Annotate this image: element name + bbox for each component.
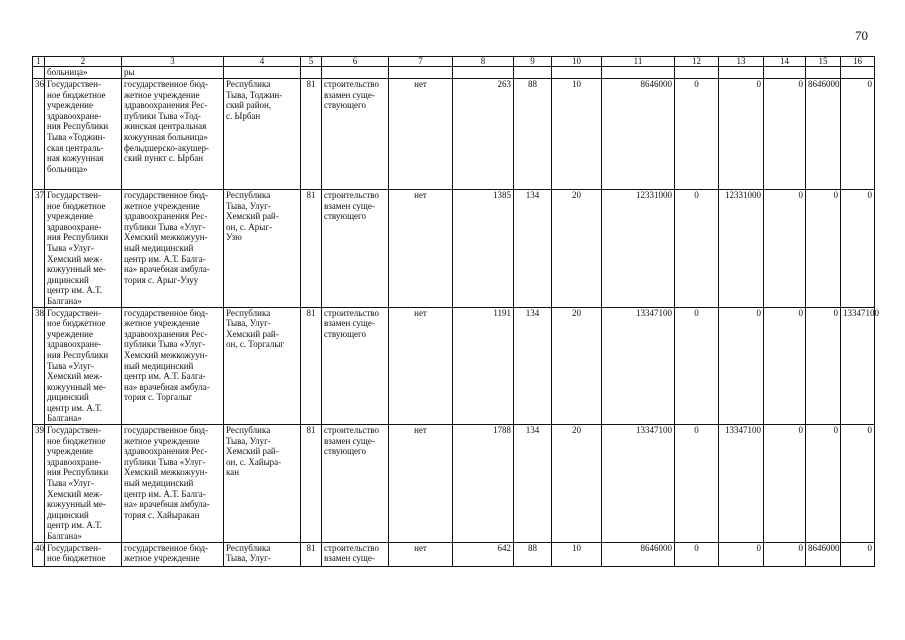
cell-location-line: ский район, <box>226 100 272 111</box>
cell-facility <box>122 542 224 566</box>
column-header-7: 7 <box>389 57 453 67</box>
cell-c10: 10 <box>552 79 602 190</box>
cell-facility-line: центр им. А.Т. Балга- <box>124 488 206 499</box>
table-row <box>33 190 875 308</box>
cell-location-line: Хемский рай- <box>226 211 279 222</box>
cell-institution-line: Тыва «Улуг- <box>47 360 95 371</box>
cell-institution-line: здравоохране- <box>47 110 102 121</box>
cell-facility-line: на» врачебная амбула- <box>124 381 210 392</box>
cell-work-line: строительство <box>324 190 379 200</box>
cell-institution-line: центр им. А.Т. <box>47 402 103 413</box>
page-number: 70 <box>855 28 868 43</box>
cell-institution-line: Государствен- <box>47 542 101 553</box>
cell-institution-line: кожуунный ме- <box>47 499 106 510</box>
cell-work-line: ствующего <box>324 328 366 339</box>
cell-institution-line: Тыва «Улуг- <box>47 478 95 489</box>
cell-institution <box>45 307 122 425</box>
cell-facility-line: ный медицинский <box>124 360 194 371</box>
table-row <box>33 307 875 425</box>
cell-location-line: Республика <box>226 190 271 200</box>
cell-c15: 0 <box>806 190 841 308</box>
cell-facility: ры <box>122 67 224 79</box>
cell-institution-line: ное бюджетное <box>47 318 106 329</box>
cell-facility-line: фельдшерско-акушер- <box>124 142 209 153</box>
cell-c14: 0 <box>764 425 806 543</box>
column-header-16: 16 <box>841 57 875 67</box>
cell-location-line: Республика <box>226 307 271 318</box>
cell-institution: больница» <box>45 67 122 79</box>
cell-c10: 20 <box>552 425 602 543</box>
table-row <box>33 425 875 543</box>
cell-c7: нет <box>389 79 453 190</box>
column-header-11: 11 <box>602 57 675 67</box>
cell-work-line: строительство <box>324 79 379 89</box>
cell-location-line: Узю <box>226 232 242 243</box>
cell-location-line: с. Ырбан <box>226 110 261 121</box>
cell-facility-line: государственное бюд- <box>124 79 209 89</box>
cell-c15: 0 <box>806 307 841 425</box>
cell-facility-line: публики Тыва «Улуг- <box>124 339 206 350</box>
cell-institution-line: здравоохране- <box>47 221 102 232</box>
cell-location <box>224 190 301 308</box>
cell-c13: 0 <box>719 542 764 566</box>
cell-facility-line: публики Тыва «Улуг- <box>124 221 206 232</box>
cell-c7: нет <box>389 307 453 425</box>
cell-empty <box>719 67 764 79</box>
cell-facility <box>122 307 224 425</box>
table-row <box>33 79 875 190</box>
cell-facility-line: публики Тыва «Тод- <box>124 110 201 121</box>
column-header-4: 4 <box>224 57 301 67</box>
cell-empty <box>806 67 841 79</box>
cell-c12: 0 <box>675 79 719 190</box>
table-row <box>33 542 875 566</box>
cell-facility-line: жетное учреждение <box>124 200 200 211</box>
cell-location <box>224 79 301 190</box>
cell-c7: нет <box>389 190 453 308</box>
cell-facility-line: жетное учреждение <box>124 89 200 100</box>
cell-c12: 0 <box>675 190 719 308</box>
cell-location <box>224 542 301 566</box>
cell-num: 36 <box>33 79 45 190</box>
cell-code: 81 <box>301 542 322 566</box>
column-header-1: 1 <box>33 57 45 67</box>
column-header-5: 5 <box>301 57 322 67</box>
column-header-6: 6 <box>322 57 389 67</box>
cell-facility-line: жетное учреждение <box>124 553 200 564</box>
cell-num: 38 <box>33 307 45 425</box>
continuation-row <box>33 67 875 79</box>
cell-c8: 1191 <box>453 307 514 425</box>
cell-empty <box>764 67 806 79</box>
cell-c11: 13347100 <box>602 425 675 543</box>
cell-institution-line: кожуунный ме- <box>47 381 106 392</box>
cell-c12: 0 <box>675 307 719 425</box>
cell-work-line: ствующего <box>324 100 366 111</box>
cell-institution-line: ния Республики <box>47 349 109 360</box>
cell-c8: 263 <box>453 79 514 190</box>
column-header-3: 3 <box>122 57 224 67</box>
cell-empty <box>514 67 552 79</box>
cell-c9: 134 <box>514 307 552 425</box>
cell-empty <box>675 67 719 79</box>
cell-location-line: Республика <box>226 425 271 436</box>
cell-location <box>224 307 301 425</box>
cell-empty <box>389 67 453 79</box>
column-number-header <box>33 57 875 67</box>
cell-work-line: ствующего <box>324 211 366 222</box>
cell-institution-line: Балгана» <box>47 413 82 424</box>
data-table <box>32 56 879 567</box>
cell-work <box>322 425 389 543</box>
cell-c13: 13347100 <box>719 425 764 543</box>
cell-facility-line: тория с. Хайыракан <box>124 509 200 520</box>
column-header-15: 15 <box>806 57 841 67</box>
cell-institution-line: учреждение <box>47 328 93 339</box>
cell-c9: 134 <box>514 190 552 308</box>
cell-facility-line: Хемский межкожуун- <box>124 232 208 243</box>
cell-institution-line: центр им. А.Т. <box>47 520 103 531</box>
cell-institution-line: учреждение <box>47 100 93 111</box>
column-header-12: 12 <box>675 57 719 67</box>
cell-institution-line: ская централь- <box>47 142 104 153</box>
cell-work-line: строительство <box>324 542 379 553</box>
cell-institution <box>45 542 122 566</box>
cell-work-line: ствующего <box>324 446 366 457</box>
cell-institution-line: ния Республики <box>47 232 109 243</box>
cell-facility-line: тория с. Арыг-Узуу <box>124 274 199 285</box>
cell-empty <box>322 67 389 79</box>
cell-c14: 0 <box>764 79 806 190</box>
cell-location-line: он, с. Хайыра- <box>226 456 282 467</box>
cell-empty <box>841 67 875 79</box>
cell-institution-line: здравоохране- <box>47 456 102 467</box>
cell-institution-line: ное бюджетное <box>47 89 106 100</box>
cell-institution-line: Хемский меж- <box>47 253 103 264</box>
cell-c8: 642 <box>453 542 514 566</box>
column-header-14: 14 <box>764 57 806 67</box>
cell-c14: 0 <box>764 542 806 566</box>
cell-institution-line: Хемский меж- <box>47 371 103 382</box>
cell-c16: 0 <box>841 425 875 543</box>
cell-facility-line: здравоохранения Рес- <box>124 100 208 111</box>
cell-facility-line: государственное бюд- <box>124 190 209 200</box>
cell-c13: 0 <box>719 79 764 190</box>
cell-facility <box>122 79 224 190</box>
cell-c14: 0 <box>764 307 806 425</box>
cell-facility-line: ский пункт с. Ырбан <box>124 153 204 164</box>
cell-c9: 134 <box>514 425 552 543</box>
cell-c15: 8646000 <box>806 79 841 190</box>
cell-c13: 0 <box>719 307 764 425</box>
cell-facility-line: жетное учреждение <box>124 435 200 446</box>
cell-institution-line: Тыва «Тоджин- <box>47 131 106 142</box>
cell-location-line: Тыва, Улуг- <box>226 435 271 446</box>
cell-institution-line: Государствен- <box>47 425 101 436</box>
cell-code: 81 <box>301 79 322 190</box>
cell-institution-line: Хемский меж- <box>47 488 103 499</box>
cell-institution-line: ная кожуунная <box>47 153 104 164</box>
cell-work-line: взамен суще- <box>324 200 375 211</box>
cell-location-line: Хемский рай- <box>226 446 279 457</box>
cell-institution-line: здравоохране- <box>47 339 102 350</box>
cell-facility <box>122 425 224 543</box>
cell-c7: нет <box>389 542 453 566</box>
cell-work <box>322 79 389 190</box>
cell-c12: 0 <box>675 425 719 543</box>
cell-c9: 88 <box>514 542 552 566</box>
cell-empty <box>602 67 675 79</box>
cell-institution-line: Тыва «Улуг- <box>47 242 95 253</box>
cell-institution-line: дицинский <box>47 274 89 285</box>
cell-code: 81 <box>301 307 322 425</box>
cell-empty <box>224 67 301 79</box>
cell-institution <box>45 190 122 308</box>
cell-facility-line: государственное бюд- <box>124 425 209 436</box>
cell-num: 37 <box>33 190 45 308</box>
column-header-9: 9 <box>514 57 552 67</box>
cell-c9: 88 <box>514 79 552 190</box>
cell-institution-line: Балгана» <box>47 531 82 541</box>
cell-location-line: Республика <box>226 542 271 553</box>
cell-c7: нет <box>389 425 453 543</box>
cell-location-line: Республика <box>226 79 271 89</box>
cell-work-line: строительство <box>324 425 379 436</box>
cell-c10: 10 <box>552 542 602 566</box>
cell-institution-line: учреждение <box>47 446 93 457</box>
cell-institution <box>45 79 122 190</box>
cell-facility-line: ный медицинский <box>124 478 194 489</box>
cell-work-line: взамен суще- <box>324 435 375 446</box>
cell-institution-line: учреждение <box>47 211 93 222</box>
cell-institution-line: дицинский <box>47 509 89 520</box>
cell-location-line: Тыва, Улуг- <box>226 553 271 564</box>
column-header-13: 13 <box>719 57 764 67</box>
cell-institution-line: ное бюджетное <box>47 553 106 564</box>
cell-code: 81 <box>301 425 322 543</box>
cell-c16: 0 <box>841 79 875 190</box>
column-header-2: 2 <box>45 57 122 67</box>
cell-facility-line: здравоохранения Рес- <box>124 211 208 222</box>
cell-c15: 0 <box>806 425 841 543</box>
cell-c14: 0 <box>764 190 806 308</box>
column-header-10: 10 <box>552 57 602 67</box>
cell-institution-line: кожуунный ме- <box>47 264 106 275</box>
cell-c11: 8646000 <box>602 79 675 190</box>
cell-facility-line: Хемский межкожуун- <box>124 467 208 478</box>
cell-work <box>322 190 389 308</box>
cell-c12: 0 <box>675 542 719 566</box>
cell-num: 39 <box>33 425 45 543</box>
cell-work <box>322 307 389 425</box>
cell-facility-line: жетное учреждение <box>124 318 200 329</box>
cell-institution <box>45 425 122 543</box>
cell-facility <box>122 190 224 308</box>
cell-facility-line: государственное бюд- <box>124 307 209 318</box>
cell-work-line: строительство <box>324 307 379 318</box>
cell-facility-line: жинская центральная <box>124 121 207 132</box>
cell-location-line: Тыва, Улуг- <box>226 318 271 329</box>
cell-c11: 8646000 <box>602 542 675 566</box>
cell-institution-line: Государствен- <box>47 190 101 200</box>
cell-location <box>224 425 301 543</box>
cell-institution-line: ное бюджетное <box>47 200 106 211</box>
cell-location-line: он, с. Арыг- <box>226 221 273 232</box>
cell-c16: 13347100 <box>841 307 875 425</box>
cell-institution-line: центр им. А.Т. <box>47 285 103 296</box>
cell-c8: 1385 <box>453 190 514 308</box>
cell-location-line: кан <box>226 467 240 478</box>
cell-institution-line: дицинский <box>47 392 89 403</box>
cell-empty <box>301 67 322 79</box>
cell-c10: 20 <box>552 190 602 308</box>
cell-work-line: взамен суще- <box>324 89 375 100</box>
cell-location-line: Тыва, Улуг- <box>226 200 271 211</box>
cell-facility-line: Хемский межкожуун- <box>124 349 208 360</box>
cell-institution-line: больница» <box>47 163 88 174</box>
cell-c13: 12331000 <box>719 190 764 308</box>
cell-facility-line: государственное бюд- <box>124 542 209 553</box>
cell-institution-line: ния Республики <box>47 121 109 132</box>
cell-c11: 12331000 <box>602 190 675 308</box>
cell-facility-line: центр им. А.Т. Балга- <box>124 371 206 382</box>
cell-facility-line: центр им. А.Т. Балга- <box>124 253 206 264</box>
cell-facility-line: тория с. Торгалыг <box>124 392 193 403</box>
cell-institution-line: Государствен- <box>47 307 101 318</box>
cell-empty <box>453 67 514 79</box>
cell-facility-line: публики Тыва «Улуг- <box>124 456 206 467</box>
cell-c11: 13347100 <box>602 307 675 425</box>
cell-institution-line: ное бюджетное <box>47 435 106 446</box>
cell-c16: 0 <box>841 542 875 566</box>
cell-facility-line: кожуунная больница» <box>124 131 208 142</box>
cell-c10: 20 <box>552 307 602 425</box>
cell-institution-line: Государствен- <box>47 79 101 89</box>
cell-institution-line: ния Республики <box>47 467 109 478</box>
cell-location-line: он, с. Торгалыг <box>226 339 285 350</box>
cell-location-line: Тыва, Тоджин- <box>226 89 283 100</box>
cell-code: 81 <box>301 190 322 308</box>
cell-facility-line: ный медицинский <box>124 242 194 253</box>
cell-empty <box>552 67 602 79</box>
cell-facility-line: здравоохранения Рес- <box>124 446 208 457</box>
cell-institution-line: Балгана» <box>47 295 82 306</box>
cell-c16: 0 <box>841 190 875 308</box>
cell-work <box>322 542 389 566</box>
cell-c8: 1788 <box>453 425 514 543</box>
column-header-8: 8 <box>453 57 514 67</box>
cell-facility-line: на» врачебная амбула- <box>124 499 210 510</box>
cell-facility-line: на» врачебная амбула- <box>124 264 210 275</box>
cell-num <box>33 67 45 79</box>
cell-c15: 8646000 <box>806 542 841 566</box>
cell-location-line: Хемский рай- <box>226 328 279 339</box>
cell-facility-line: здравоохранения Рес- <box>124 328 208 339</box>
cell-num: 40 <box>33 542 45 566</box>
cell-work-line: взамен суще- <box>324 318 375 329</box>
cell-work-line: взамен суще- <box>324 553 375 564</box>
